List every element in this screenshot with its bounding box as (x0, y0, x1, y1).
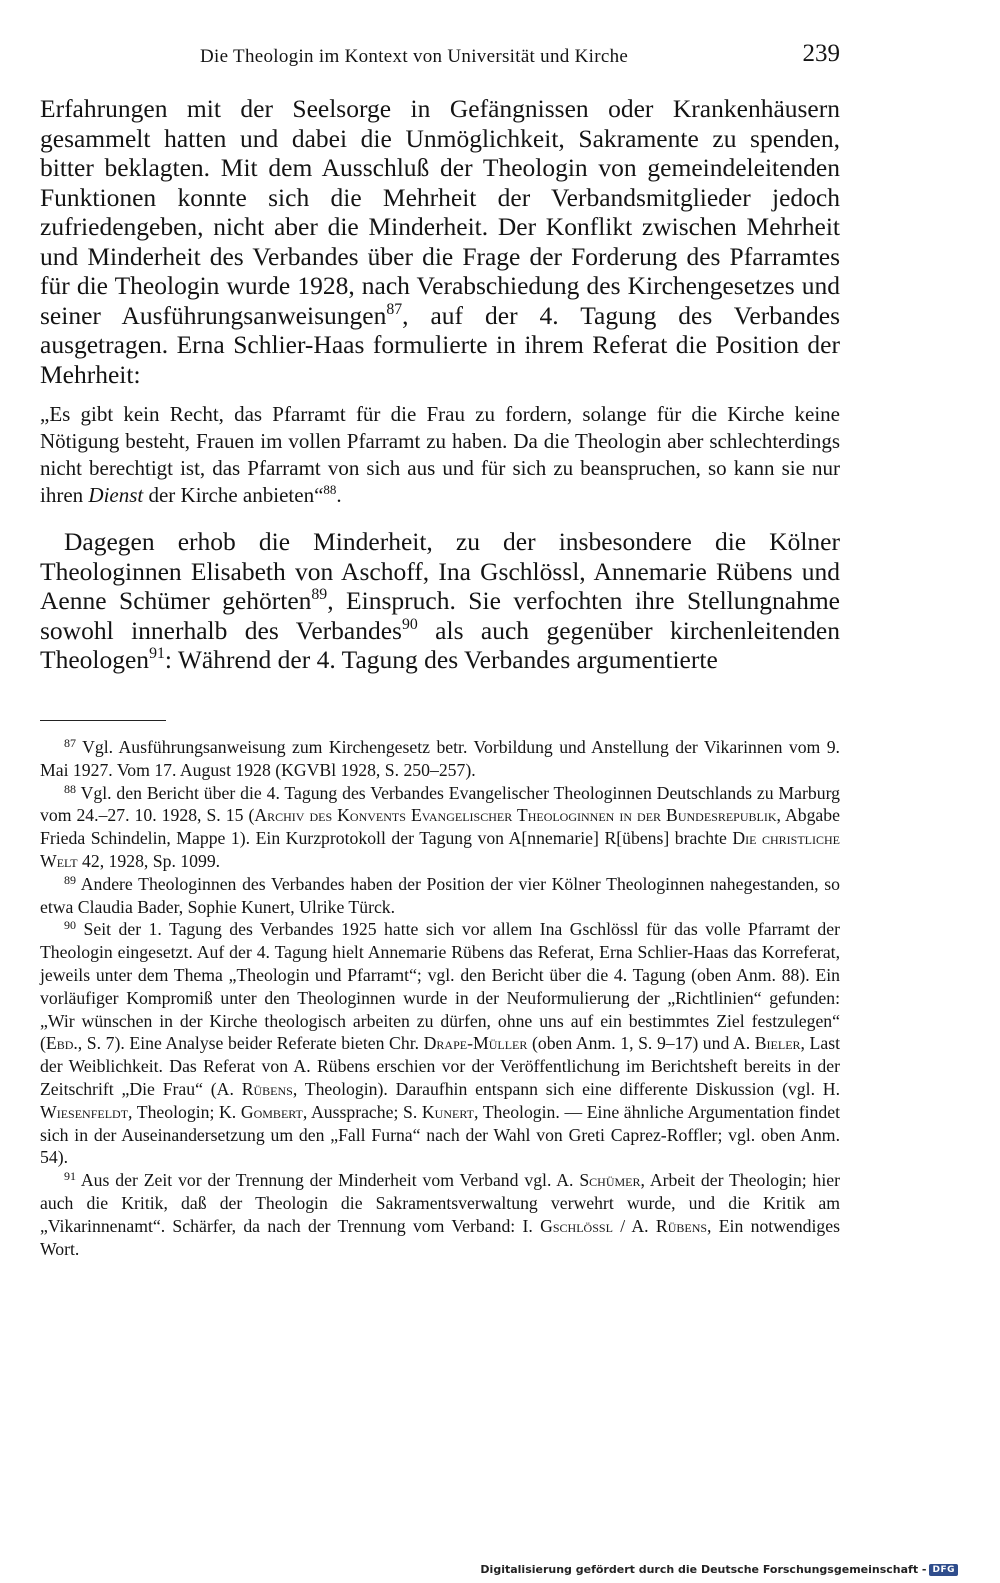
footnote-text: , Theologin. — Eine ähnliche Argumentation findet sich in der Auseinandersetzung um den „Fall Furna“ nach der Wahl von Greti Caprez-Roffler; vgl. oben Anm. 54). (40, 1101, 840, 1168)
paragraph (40, 527, 840, 675)
author-name: Rübens (655, 1215, 708, 1236)
footnote-90 (40, 918, 840, 1169)
footnote-text: , Arbeit der Theologin; hier auch die Kritik, daß der Theologin die Sakramentsverwaltung verwehrt wurde, und die Kritik am „Vikarinnenamt“. Schärfer, da nach der Trennung vom Verband: I. (40, 1170, 840, 1236)
author-name: Rübens (241, 1078, 293, 1099)
block-quote (40, 401, 840, 509)
body-paragraph-1 (40, 94, 840, 389)
credit-text: Digitalisierung gefördert durch die Deutsche Forschungsgemeinschaft - (480, 1563, 927, 1576)
quote-text-part: „Es gibt kein Recht, das Pfarramt für die Frau zu fordern, solange für die Kirche keine Nötigung besteht, Frauen im vollen Pfarramt zu haben. Da die Theologin aber schlechterdings nicht berechtigt ist, das Pfarramt von sich aus und für sich zu beanspruchen, so kann sie nur ihren (40, 402, 840, 507)
footnote-text: , Theologin; K. (128, 1101, 241, 1122)
paragraph-text: , auf der 4. Tagung des Verbandes ausgetragen. Erna Schlier-Haas formulierte in ihrem Referat die Position der Mehrheit: (40, 300, 841, 389)
quote-text (40, 401, 840, 509)
footnote-88 (40, 782, 840, 873)
footnote-text: , Ein notwendiges Wort. (40, 1215, 841, 1259)
paragraph-text: : Während der 4. Tagung des Verbandes argumentierte (164, 645, 718, 674)
footnote-text: Aus der Zeit vor der Trennung der Minderheit vom Verband vgl. A. (80, 1170, 580, 1191)
footnote-text: Vgl. den Bericht über die 4. Tagung des Verbandes Evangelischer Theologinnen Deutschlands zu Marburg vom 24.–27. 10. 1928, S. 15 ( (40, 782, 841, 826)
author-name: Bieler (754, 1033, 801, 1054)
paragraph-text: , Einspruch. Sie verfochten ihre Stellungnahme sowohl innerhalb des Verbandes (40, 586, 840, 645)
quote-emphasis: Dienst (88, 483, 144, 507)
paragraph-text: Erfahrungen mit der Seelsorge in Gefängnissen oder Krankenhäusern gesammelt hatten und dabei die Unmöglichkeit, Sakramente zu spenden, bitter beklagten. Mit dem Ausschluß der Theologin von gemeindeleitenden Funktionen konnte sich die Mehrheit der Verbandsmitglieder jedoch zufriedengeben, nicht aber die Minderheit. Der Konflikt zwischen Mehrheit und Minderheit des Verbandes über die Frage der Forderung des Pfarramtes für die Theologin wurde 1928, nach Verabschiedung des Kirchengesetzes und seiner Ausführungsanweisungen (40, 94, 840, 330)
author-name: Ebd. (45, 1033, 78, 1054)
body-paragraph-2 (40, 527, 840, 675)
author-name: Wiesenfeldt (40, 1101, 129, 1122)
dfg-logo: DFG (929, 1564, 958, 1576)
archive-name: Archiv des Konvents Evangelischer Theologinnen in der Bundesrepublik (254, 805, 777, 826)
paragraph-text: Dagegen erhob die Minderheit, zu der insbesondere die Kölner Theologinnen Elisabeth von Aschoff, Ina Gschlössl, Annemarie Rübens und Aenne Schümer gehörten (40, 527, 840, 615)
footnote-text: , S. 7). Eine Analyse beider Referate bieten Chr. (77, 1033, 424, 1054)
footnote-text: Andere Theologinnen des Verbandes haben der Position der vier Kölner Theologinnen nahegestanden, so etwa Claudia Bader, Sophie Kunert, Ulrike Türck. (40, 873, 841, 917)
footnote-text: 42, 1928, Sp. 1099. (77, 850, 221, 871)
footnote-ref-91[interactable]: 91 (149, 645, 165, 663)
quote-text-part: der Kirche anbieten“ (143, 483, 324, 507)
footnote-text: , Theologin). Daraufhin entspann sich eine differente Diskussion (vgl. H. (292, 1078, 841, 1099)
footnote-ref-90[interactable]: 90 (401, 615, 418, 633)
page-number: 239 (802, 40, 840, 67)
running-title: Die Theologin im Kontext von Universität und Kirche (200, 46, 629, 67)
footnote-text: Vgl. Ausführungsanweisung zum Kirchengesetz betr. Vorbildung und Anstellung der Vikarinnen vom 9. Mai 1927. Vom 17. August 1928 (KGVBl 1928, S. 250–257). (40, 737, 840, 780)
footnote-89 (40, 873, 840, 919)
footnote-number: 88 (64, 781, 77, 796)
footnote-divider (40, 720, 166, 721)
footnote-ref-87[interactable]: 87 (386, 300, 403, 318)
footnote-87 (40, 736, 840, 782)
running-head (40, 40, 840, 74)
author-name: Drape-Müller (423, 1033, 528, 1054)
footnote-text: (oben Anm. 1, S. 9–17) und A. (527, 1033, 755, 1054)
footnote-ref-89[interactable]: 89 (311, 586, 328, 604)
author-name: Gschlössl (540, 1215, 613, 1236)
footnotes (40, 736, 840, 1260)
author-name: Kunert (421, 1101, 474, 1122)
footnote-text: Seit der 1. Tagung des Verbandes 1925 hatte sich vor allem Ina Gschlössl für das volle Pfarramt der Theologin eingesetzt. Auf der 4. Tagung hielt Annemarie Rübens das Referat, Erna Schlier-Haas das Korreferat, jeweils unter dem Thema „Theologin und Pfarramt“; vgl. den Bericht über die 4. Tagung (oben Anm. 88). Ein vorläufiger Kompromiß unter den Theologinnen wurde in der Neuformulierung der „Richtlinien“ gefunden: „Wir wünschen in der Kirche theologisch arbeiten zu dürfen, ohne uns auf ein bestimmtes Ziel festzulegen“ ( (40, 919, 840, 1054)
footnote-number: 90 (64, 918, 77, 933)
footnote-number: 87 (64, 735, 77, 750)
footnote-text: / A. (612, 1215, 656, 1236)
footnote-ref-88[interactable]: 88 (323, 481, 337, 497)
footnote-91 (40, 1169, 840, 1260)
author-name: Gombert (240, 1101, 303, 1122)
footnote-number: 91 (64, 1169, 77, 1184)
paragraph-text: als auch gegenüber kirchenleitenden Theologen (40, 615, 840, 674)
footnote-text: , Abgabe Frieda Schindelin, Mappe 1). Ein Kurzprotokoll der Tagung von A[nnemarie] R[übens] brachte (40, 805, 840, 849)
quote-text-part: . (336, 483, 342, 507)
paragraph (40, 94, 840, 389)
digitization-credit (480, 1563, 958, 1576)
footnote-text: , Aussprache; S. (302, 1101, 422, 1122)
footnote-text: , Last der Weiblichkeit. Das Referat von A. Rübens erschien vor der Veröffentlichung im Berichtsheft bereits in der Zeitschrift „Die Frau“ (A. (40, 1033, 841, 1099)
footnote-number: 89 (64, 872, 77, 887)
journal-name: Die christliche Welt (40, 828, 840, 871)
author-name: Schümer (579, 1170, 641, 1191)
